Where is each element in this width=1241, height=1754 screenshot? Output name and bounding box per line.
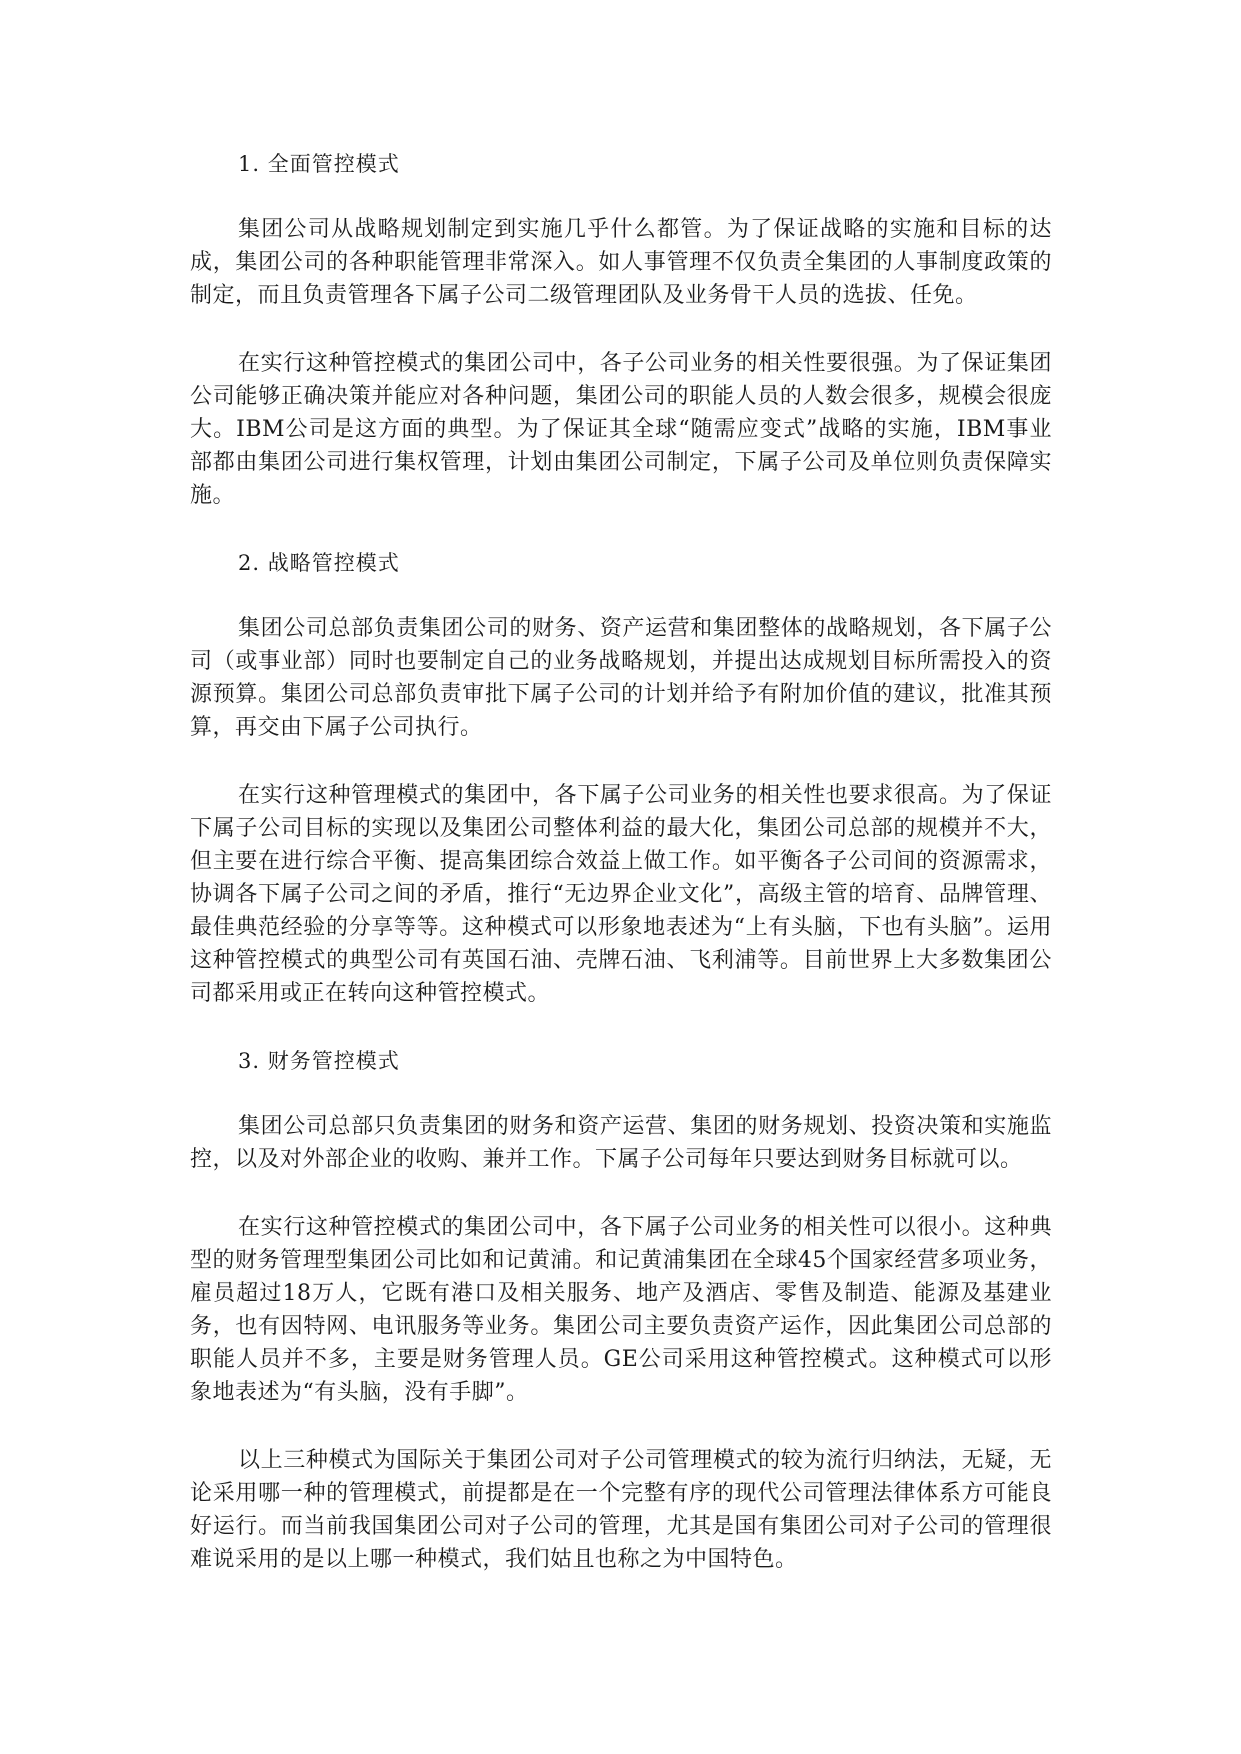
section-heading-strategic-control: 2. 战略管控模式 <box>238 551 400 575</box>
paragraph: 集团公司总部负责集团公司的财务、资产运营和集团整体的战略规划，各下属子公司（或事业部）同时也要制定自己的业务战略规划，并提出达成规划目标所需投入的资源预算。集团公司总部负责审批下属子公司的计划并给予有附加价值的建议，批准其预算，再交由下属子公司执行。 <box>190 616 1052 740</box>
closing-paragraph: 以上三种模式为国际关于集团公司对子公司管理模式的较为流行归纳法，无疑，无论采用哪一种的管理模式，前提都是在一个完整有序的现代公司管理法律体系方可能良好运行。而当前我国集团公司对子公司的管理，尤其是国有集团公司对子公司的管理很难说采用的是以上哪一种模式，我们姑且也称之为中国特色。 <box>190 1448 1052 1572</box>
paragraph: 在实行这种管理模式的集团中，各下属子公司业务的相关性也要求很高。为了保证下属子公司目标的实现以及集团公司整体利益的最大化，集团公司总部的规模并不大，但主要在进行综合平衡、提高集团综合效益上做工作。如平衡各子公司间的资源需求，协调各下属子公司之间的矛盾，推行“无边界企业文化”，高级主管的培育、品牌管理、最佳典范经验的分享等等。这种模式可以形象地表述为“上有头脑，下也有头脑”。运用这种管控模式的典型公司有英国石油、壳牌石油、飞利浦等。目前世界上大多数集团公司都采用或正在转向这种管控模式。 <box>190 783 1052 1006</box>
section-heading-financial-control: 3. 财务管控模式 <box>238 1049 400 1073</box>
paragraph: 在实行这种管控模式的集团公司中，各下属子公司业务的相关性可以很小。这种典型的财务管理型集团公司比如和记黄浦。和记黄浦集团在全球45个国家经营多项业务，雇员超过18万人，它既有港口及相关服务、地产及酒店、零售及制造、能源及基建业务，也有因特网、电讯服务等业务。集团公司主要负责资产运作，因此集团公司总部的职能人员并不多，主要是财务管理人员。GE公司采用这种管控模式。这种模式可以形象地表述为“有头脑，没有手脚”。 <box>190 1215 1052 1405</box>
paragraph: 集团公司从战略规划制定到实施几乎什么都管。为了保证战略的实施和目标的达成，集团公司的各种职能管理非常深入。如人事管理不仅负责全集团的人事制度政策的制定，而且负责管理各下属子公司二级管理团队及业务骨干人员的选拔、任免。 <box>190 217 1052 308</box>
paragraph: 集团公司总部只负责集团的财务和资产运营、集团的财务规划、投资决策和实施监控，以及对外部企业的收购、兼并工作。下属子公司每年只要达到财务目标就可以。 <box>190 1114 1052 1172</box>
document-body <box>190 148 1052 1611</box>
section-heading-comprehensive-control: 1. 全面管控模式 <box>238 152 400 176</box>
paragraph: 在实行这种管控模式的集团公司中，各子公司业务的相关性要很强。为了保证集团公司能够正确决策并能应对各种问题，集团公司的职能人员的人数会很多，规模会很庞大。IBM公司是这方面的典型。为了保证其全球“随需应变式”战略的实施，IBM事业部都由集团公司进行集权管理，计划由集团公司制定，下属子公司及单位则负责保障实施。 <box>190 351 1052 508</box>
